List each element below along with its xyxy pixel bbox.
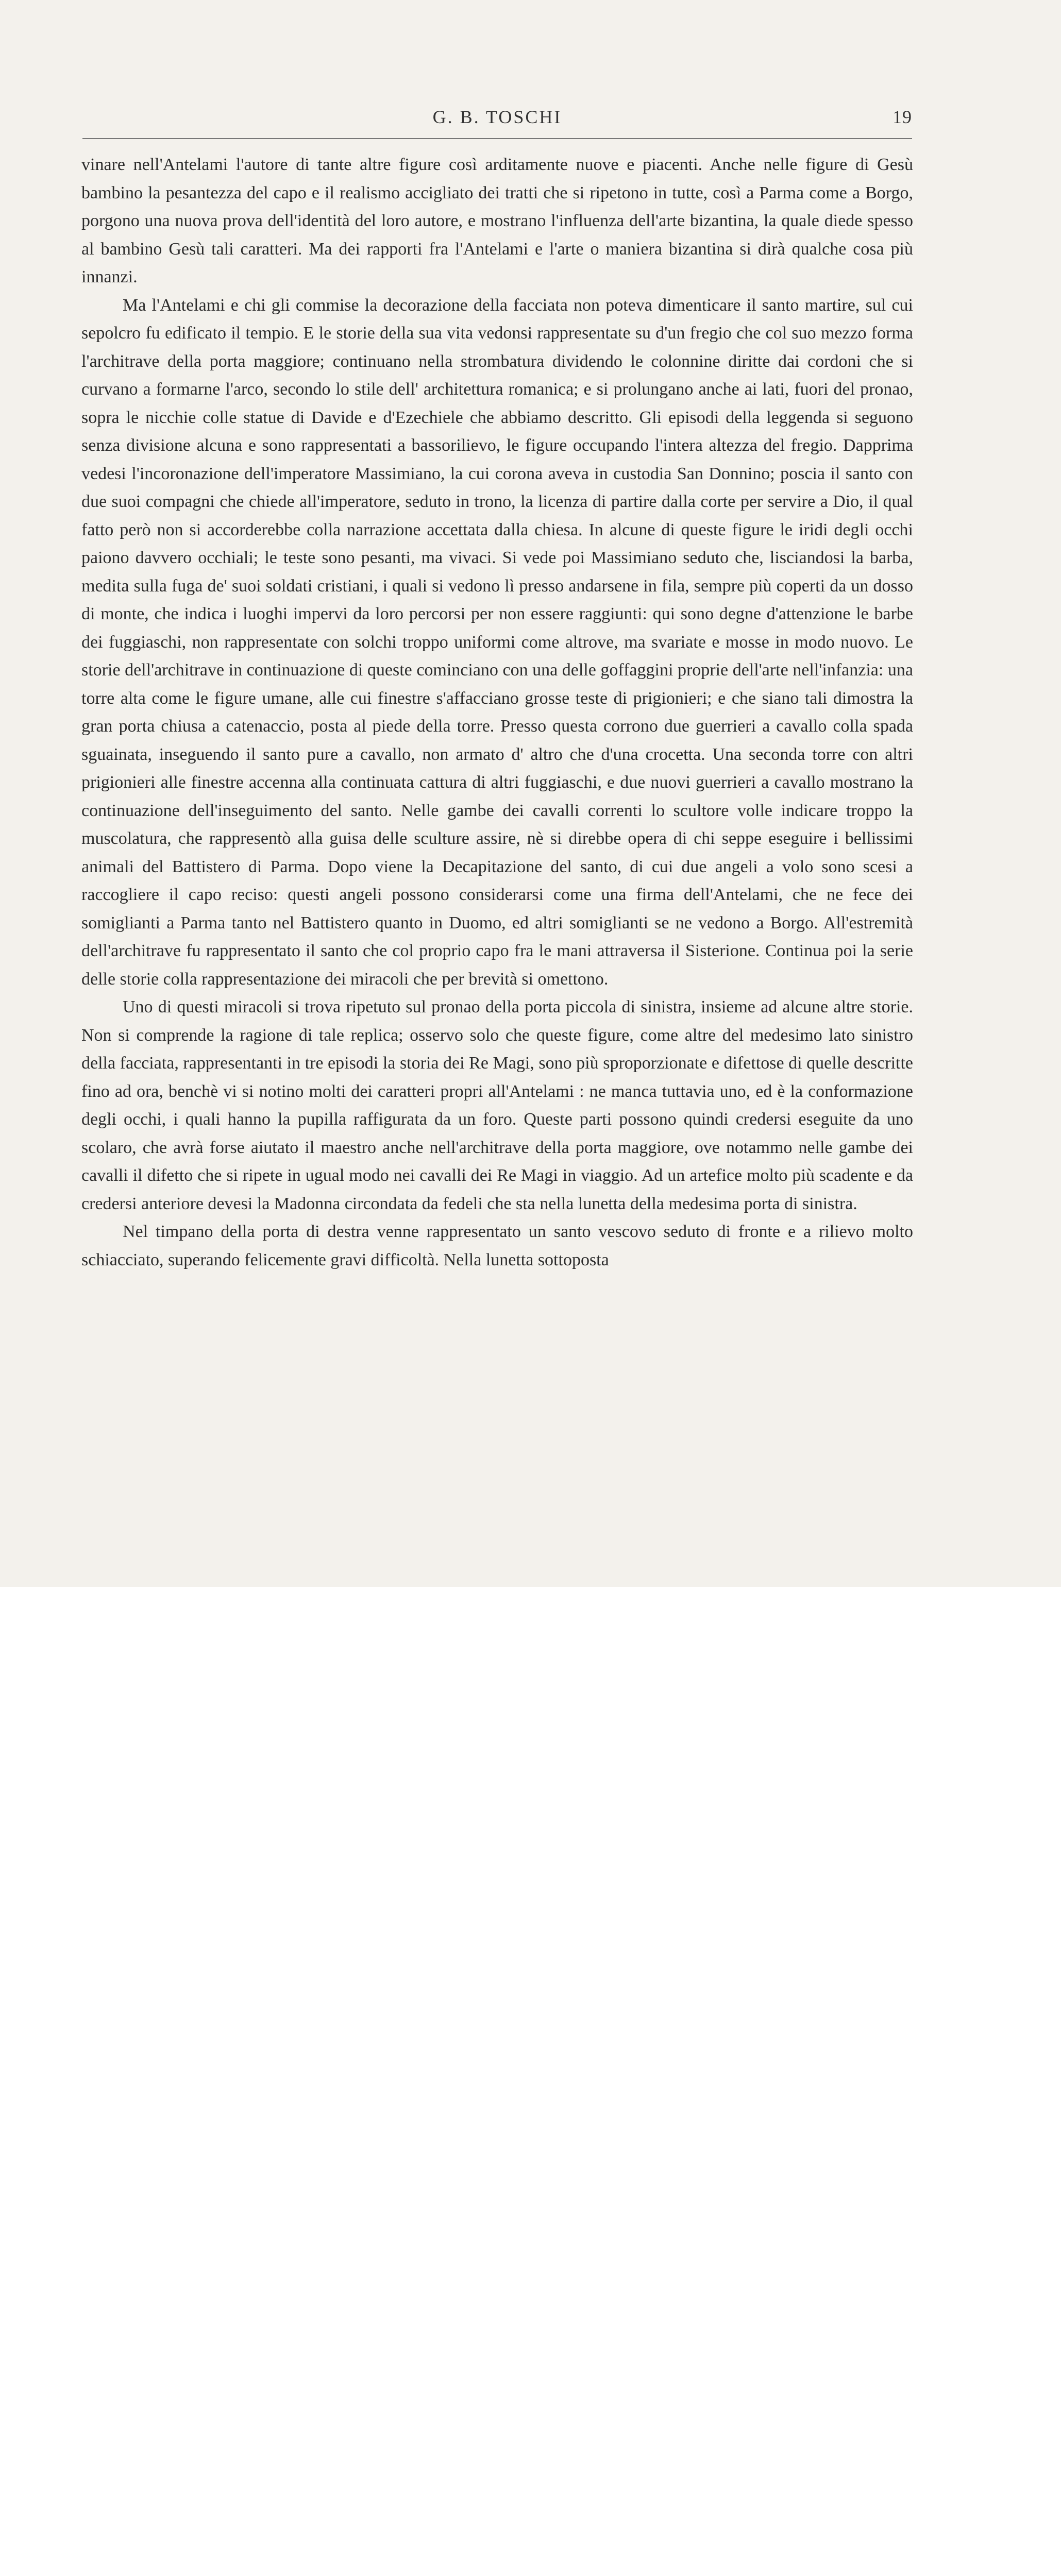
header-rule	[82, 138, 912, 139]
running-head-title: G. B. TOSCHI	[432, 107, 562, 127]
page-number: 19	[892, 107, 912, 127]
paragraph-2: Ma l'Antelami e chi gli commise la decorazione della facciata non poteva dimenticare il santo martire, sul cui sepolcro fu edificato il tempio. E le storie della sua vita vedonsi rappresentate su d'un fregio che col suo mezzo forma l'architrave della porta maggiore; continuano nella strombatura dividendo le colonnine diritte dai cordoni che si curvano a formarne l'arco, secondo lo stile dell' architettura romanica; e si prolungano anche ai lati, fuori del pronao, sopra le nicchie colle statue di Davide e d'Ezechiele che abbiamo descritto. Gli episodi della leggenda si seguono senza divisione alcuna e sono rappresentati a bassorilievo, le figure occupando l'intera altezza del fregio. Dapprima vedesi l'incoronazione dell'imperatore Massimiano, la cui corona aveva in custodia San Donnino; poscia il santo con due suoi compagni che chiede all'imperatore, seduto in trono, la licenza di partire dalla corte per servire a Dio, il qual fatto però non si accorderebbe colla narrazione accettata dalla chiesa. In alcune di queste figure le iridi degli occhi paiono davvero occhiali; le teste sono pesanti, ma vivaci. Si vede poi Massimiano seduto che, lisciandosi la barba, medita sulla fuga de' suoi soldati cristiani, i quali si vedono lì presso andarsene in fila, sempre più coperti da un dosso di monte, che indica i luoghi impervi da loro percorsi per non essere raggiunti: qui sono degne d'attenzione le barbe dei fuggiaschi, non rappresentate con solchi troppo uniformi come altrove, ma svariate e mosse in modo nuovo. Le storie dell'architrave in continuazione di queste cominciano con una delle goffaggini proprie dell'arte nell'infanzia: una torre alta come le figure umane, alle cui finestre s'affacciano grosse teste di prigionieri; e che siano tali dimostra la gran porta chiusa a catenaccio, posta al piede della torre. Presso questa corrono due guerrieri a cavallo colla spada sguainata, inseguendo il santo pure a cavallo, non armato d' altro che d'una crocetta. Una seconda torre con altri prigionieri alle finestre accenna alla continuata cattura di altri fuggiaschi, e due nuovi guerrieri a cavallo mostrano la continuazione dell'inseguimento del santo. Nelle gambe dei cavalli correnti lo scultore volle indicare troppo la muscolatura, che rappresentò alla guisa delle sculture assire, nè si direbbe opera di chi seppe eseguire i bellissimi animali del Battistero di Parma. Dopo viene la Decapitazione del santo, di cui due angeli a volo sono scesi a raccogliere il capo reciso: questi angeli possono considerarsi come una firma dell'Antelami, che ne fece dei somiglianti a Parma tanto nel Battistero quanto in Duomo, ed altri somiglianti se ne vedono a Borgo. All'estremità dell'architrave fu rappresentato il santo che col proprio capo fra le mani attraversa il Sisterione. Continua poi la serie delle storie colla rappresentazione dei miracoli che per brevità si omettono.	[81, 295, 913, 989]
paragraph-4: Nel timpano della porta di destra venne rappresentato un santo vescovo seduto di fronte e a rilievo molto schiacciato, superando felicemente gravi difficoltà. Nella lunetta sottoposta	[81, 1222, 913, 1269]
body-text	[81, 151, 913, 1274]
running-head	[82, 106, 912, 132]
footer-bar	[0, 1587, 1061, 1667]
paragraph-3: Uno di questi miracoli si trova ripetuto sul pronao della porta piccola di sinistra, insieme ad alcune altre storie. Non si comprende la ragione di tale replica; osservo solo che queste figure, come altre del medesimo lato sinistro della facciata, rappresentanti in tre episodi la storia dei Re Magi, sono più sproporzionate e difettose di quelle descritte fino ad ora, benchè vi si notino molti dei caratteri propri all'Antelami : ne manca tuttavia uno, ed è la conformazione degli occhi, i quali hanno la pupilla raffigurata da un foro. Queste parti possono quindi credersi eseguite da uno scolaro, che avrà forse aiutato il maestro anche nell'architrave della porta maggiore, ove notammo nelle gambe dei cavalli il difetto che si ripete in ugual modo nei cavalli dei Re Magi in viaggio. Ad un artefice molto più scadente e da credersi anteriore devesi la Madonna circondata da fedeli che sta nella lunetta della medesima porta di sinistra.	[81, 997, 913, 1213]
paragraph-1: vinare nell'Antelami l'autore di tante altre figure così arditamente nuove e piacenti. Anche nelle figure di Gesù bambino la pesantezza del capo e il realismo accigliato dei tratti che si ripetono in tutte, così a Parma come a Borgo, porgono una nuova prova dell'identità del loro autore, e mostrano l'influenza dell'arte bizantina, la quale diede spesso al bambino Gesù tali caratteri. Ma dei rapporti fra l'Antelami e l'arte o maniera bizantina si dirà qualche cosa più innanzi.	[81, 155, 913, 286]
